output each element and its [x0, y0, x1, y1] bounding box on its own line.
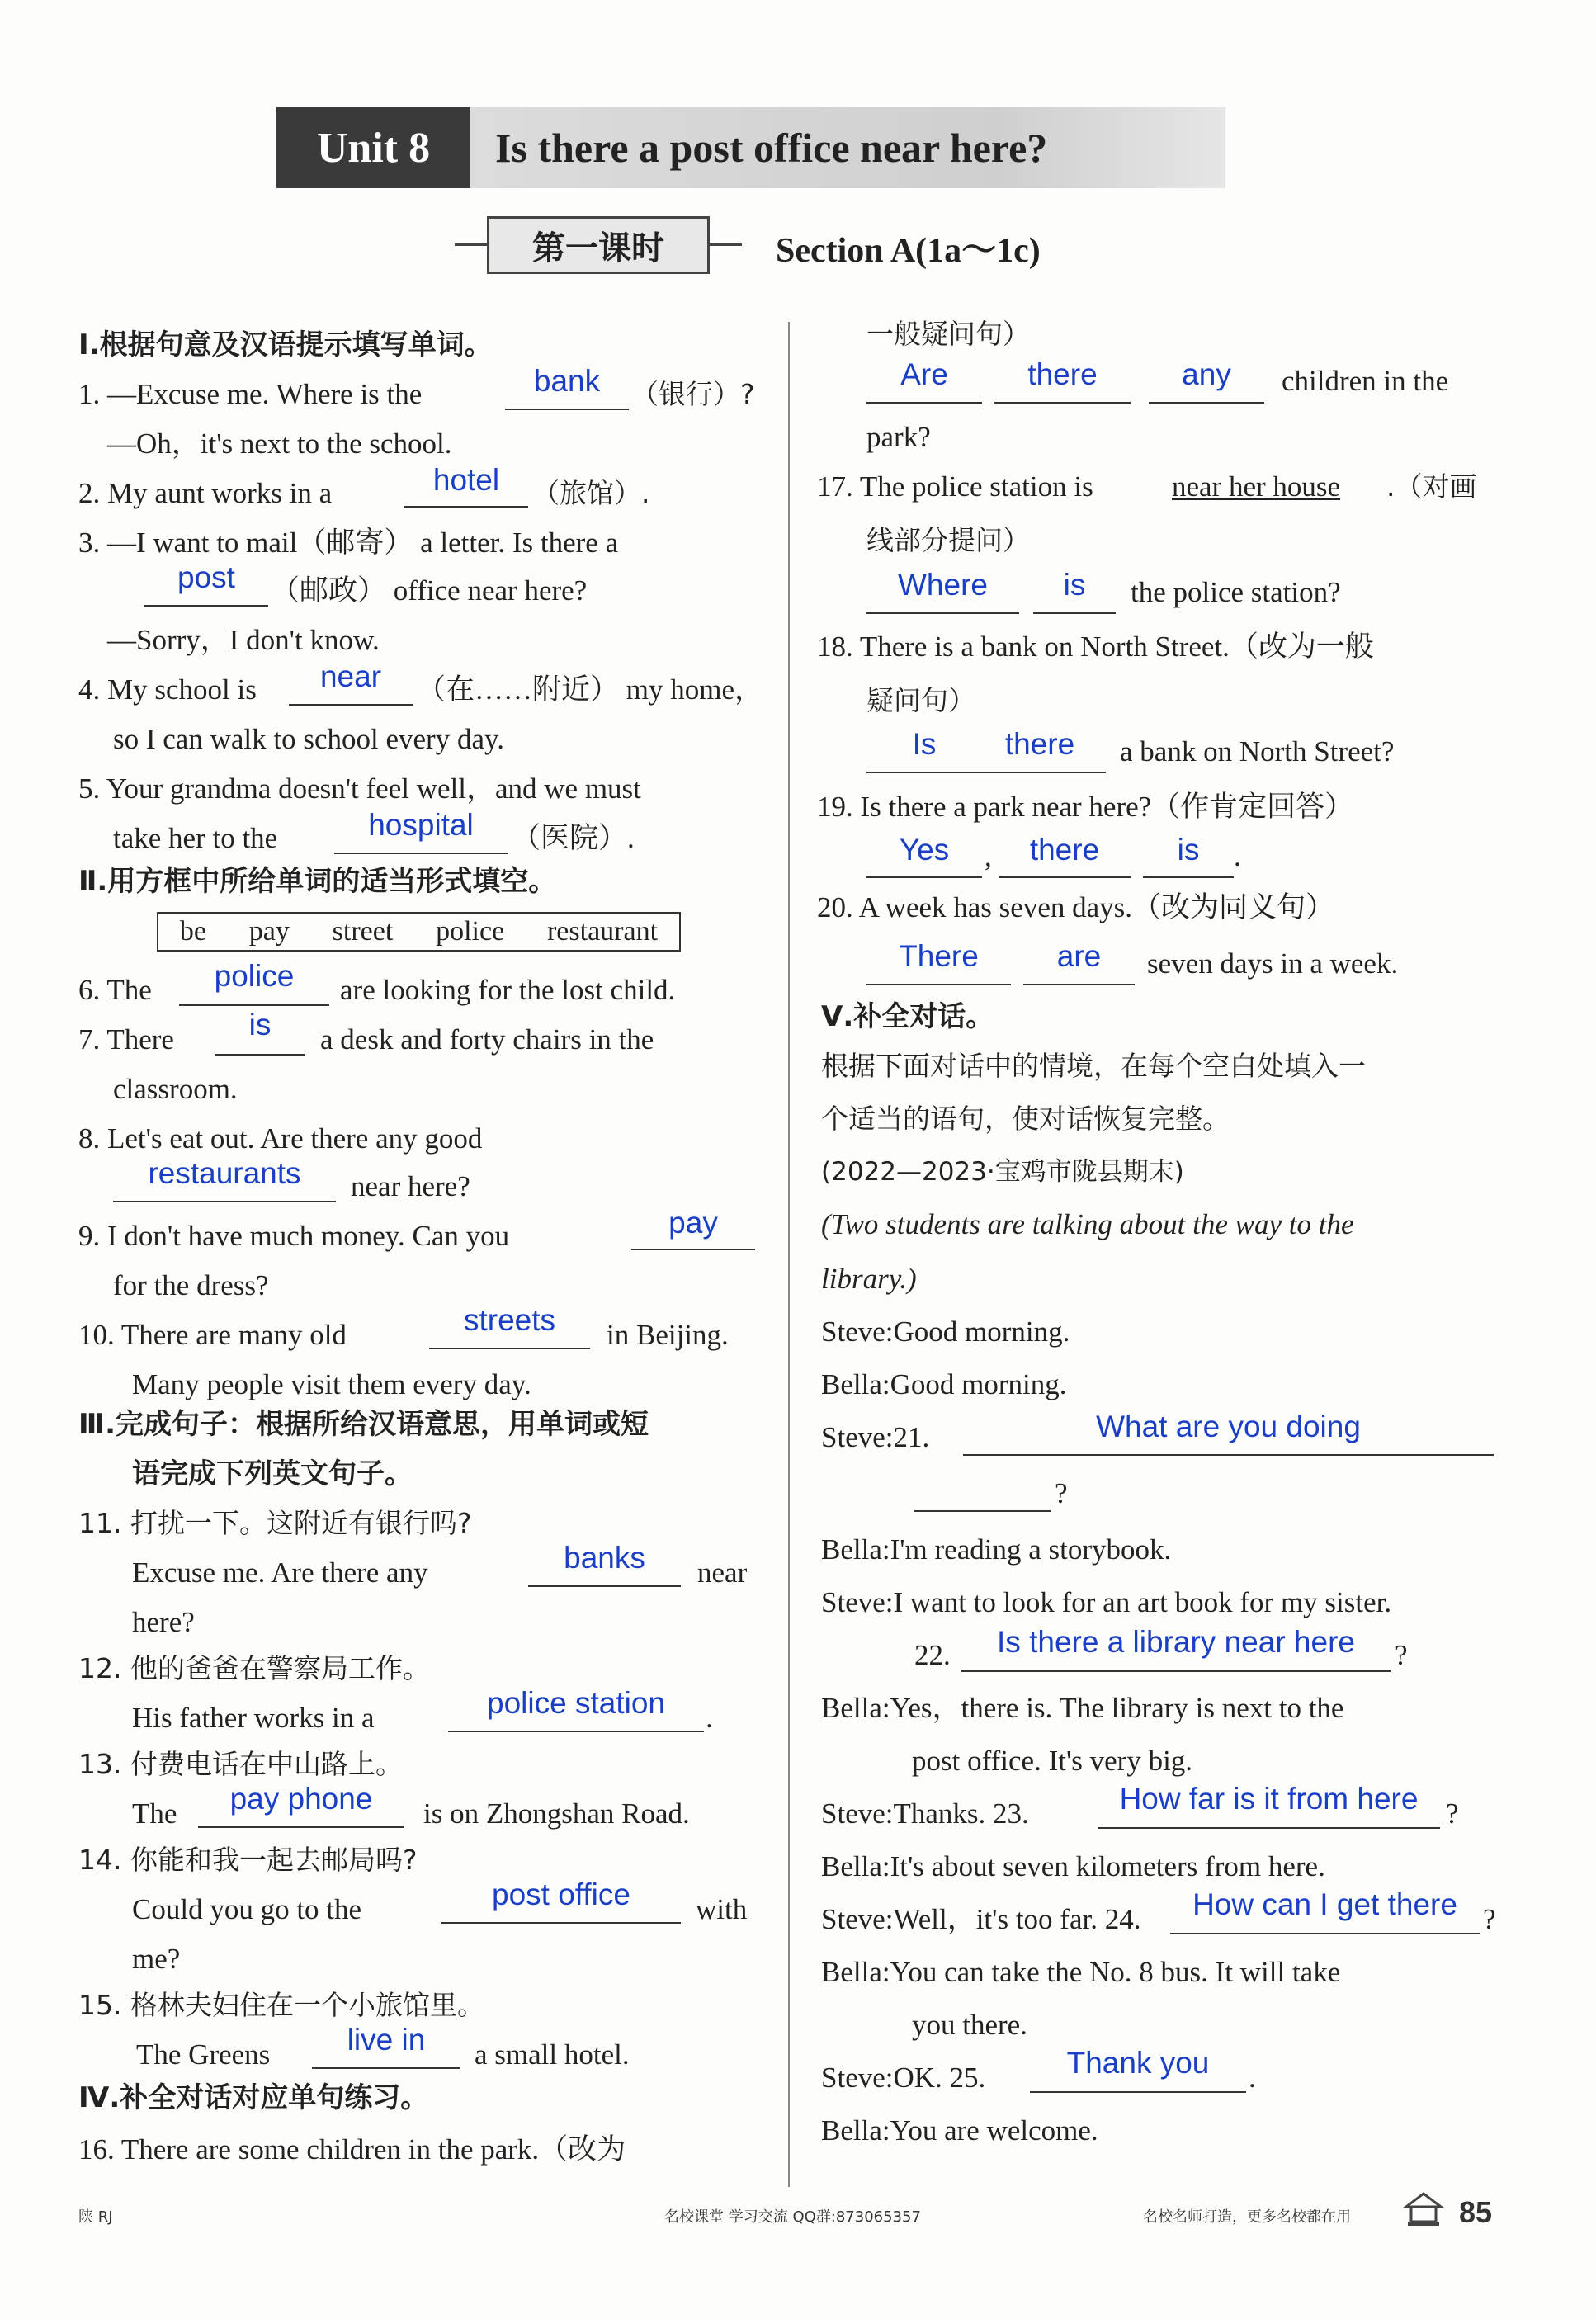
- answer-blank: [963, 1454, 1494, 1456]
- section-2-heading: Ⅱ.用方框中所给单词的适当形式填空。: [78, 865, 557, 898]
- answer-24: How can I get there: [1192, 1887, 1457, 1921]
- question-7-cont: a desk and forty chairs in the: [320, 1023, 654, 1056]
- question-11: 11. 打扰一下。这附近有银行吗?: [78, 1507, 472, 1539]
- answer-blank: [404, 506, 528, 508]
- answer-blank: [994, 402, 1131, 404]
- dialogue-line: Steve:21.: [821, 1421, 930, 1453]
- answer-blank: [1030, 2091, 1246, 2093]
- word-box: [157, 912, 681, 952]
- word-box-item: pay: [248, 916, 290, 947]
- answer-17-2: is: [1063, 568, 1086, 602]
- answer-blank: [312, 2067, 460, 2069]
- question-17-hint2: 线部分提问）: [866, 524, 1030, 556]
- answer-15: live in: [347, 2023, 426, 2057]
- question-16-end: park?: [866, 421, 931, 453]
- word-box-item: police: [436, 916, 505, 947]
- answer-18-2: there: [1004, 727, 1075, 761]
- question-6: 6. The: [78, 974, 152, 1006]
- question-6-cont: are looking for the lost child.: [340, 974, 676, 1006]
- answer-23: How far is it from here: [1119, 1782, 1419, 1816]
- section-4-heading: Ⅳ.补全对话对应单句练习。: [78, 2081, 429, 2114]
- question-19-comma: ,: [985, 840, 992, 872]
- question-17-underlined: near her house: [1172, 470, 1341, 503]
- dialogue-punct: .: [1249, 2062, 1256, 2094]
- question-8: 8. Let's eat out. Are there any good: [78, 1122, 483, 1155]
- answer-blank: [215, 1054, 305, 1056]
- answer-20-1: There: [899, 939, 979, 973]
- dialogue-number: 22.: [914, 1639, 951, 1671]
- question-8-cont: near here?: [351, 1170, 470, 1202]
- answer-8: restaurants: [148, 1156, 301, 1190]
- dialogue-punct: ?: [1055, 1477, 1068, 1509]
- question-13: 13. 付费电话在中山路上。: [78, 1748, 403, 1780]
- answer-blank: [179, 1004, 329, 1006]
- answer-17-1: Where: [898, 568, 988, 602]
- lesson-heading: [454, 216, 1131, 281]
- dialogue-line: Bella:You are welcome.: [821, 2114, 1098, 2147]
- question-17: 17. The police station is: [817, 470, 1093, 503]
- unit-label: Unit 8: [276, 107, 470, 188]
- section-3-heading-cont: 语完成下列英文句子。: [132, 1457, 413, 1490]
- question-16: 16. There are some children in the park.（改为: [78, 2133, 626, 2166]
- answer-blank: [528, 1585, 681, 1587]
- answer-blank: [631, 1249, 755, 1250]
- question-14-cont2: me?: [132, 1943, 181, 1975]
- question-14-en: Could you go to the: [132, 1893, 362, 1925]
- dialogue-line: Steve:Well，it's too far. 24.: [821, 1903, 1141, 1935]
- answer-13: pay phone: [229, 1782, 373, 1816]
- question-9-cont: for the dress?: [113, 1269, 269, 1301]
- question-10-cont: in Beijing.: [607, 1319, 729, 1351]
- question-5-hint: （医院）.: [512, 822, 635, 854]
- answer-blank: [1143, 876, 1234, 878]
- answer-blank: [441, 1922, 681, 1924]
- dialogue-line: Bella:Good morning.: [821, 1368, 1067, 1400]
- answer-6: police: [214, 959, 295, 993]
- dialogue-line: Bella:It's about seven kilometers from here.: [821, 1850, 1325, 1882]
- answer-blank: [866, 772, 982, 773]
- question-4: 4. My school is: [78, 673, 257, 706]
- question-5: 5. Your grandma doesn't feel well，and we must: [78, 772, 641, 805]
- answer-16-2: there: [1027, 357, 1098, 391]
- dialogue-line: Bella:You can take the No. 8 bus. It will take: [821, 1956, 1341, 1988]
- answer-blank: [448, 1731, 704, 1732]
- question-19: 19. Is there a park near here?（作肯定回答）: [817, 791, 1354, 823]
- section-5-instruction: 根据下面对话中的情境，在每个空白处填入一: [821, 1050, 1366, 1082]
- unit-banner: [276, 107, 1225, 188]
- answer-14: post office: [492, 1877, 630, 1911]
- dialogue-punct: ?: [1446, 1797, 1459, 1830]
- question-11-en: Excuse me. Are there any: [132, 1556, 428, 1589]
- word-box-item: restaurant: [546, 916, 659, 947]
- section-5-heading: Ⅴ.补全对话。: [821, 1000, 994, 1033]
- question-15-en: The Greens: [136, 2038, 271, 2071]
- question-7: 7. There: [78, 1023, 174, 1056]
- answer-16-3: any: [1182, 357, 1231, 391]
- question-1: 1. —Excuse me. Where is the: [78, 378, 423, 410]
- answer-blank: [914, 1510, 1051, 1512]
- footer-slogan: 名校名师打造，更多名校都在用: [1143, 2208, 1351, 2226]
- answer-22: Is there a library near here: [997, 1625, 1355, 1659]
- dialogue-line-cont: post office. It's very big.: [912, 1745, 1193, 1777]
- answer-blank: [334, 853, 508, 854]
- answer-blank: [866, 984, 1011, 985]
- question-18-hint: 疑问句）: [866, 684, 975, 716]
- word-box-item: street: [332, 916, 394, 947]
- answer-1: bank: [533, 364, 601, 398]
- column-divider: [788, 322, 790, 2187]
- answer-blank: [1149, 402, 1264, 404]
- question-9: 9. I don't have much money. Can you: [78, 1220, 510, 1252]
- question-4-hint: （在……附近） my home，: [417, 673, 763, 706]
- question-15-cont: a small hotel.: [475, 2038, 630, 2071]
- dialogue-line: Steve:Thanks. 23.: [821, 1797, 1029, 1830]
- question-15: 15. 格林夫妇住在一个小旅馆里。: [78, 1989, 484, 2021]
- lesson-tag: 第一课时: [487, 216, 710, 274]
- section-3-heading: Ⅲ.完成句子：根据所给汉语意思，用单词或短: [78, 1408, 649, 1441]
- answer-10: streets: [463, 1303, 556, 1337]
- answer-12: police station: [487, 1686, 665, 1720]
- answer-blank: [866, 402, 982, 404]
- question-17-hint: .（对画: [1386, 470, 1477, 503]
- answer-blank: [113, 1201, 336, 1202]
- question-10: 10. There are many old: [78, 1319, 347, 1351]
- question-5-cont: take her to the: [113, 822, 278, 854]
- dialogue-context-cont: library.): [821, 1263, 917, 1295]
- answer-blank: [961, 1670, 1391, 1672]
- answer-19-2: there: [1029, 833, 1100, 867]
- answer-blank: [866, 612, 1019, 614]
- dialogue-line: Steve:I want to look for an art book for my sister.: [821, 1586, 1392, 1618]
- answer-3: post: [177, 560, 235, 594]
- footer-edition: 陕 RJ: [78, 2208, 113, 2226]
- section-5-instruction-cont: 个适当的语句，使对话恢复完整。: [821, 1103, 1230, 1135]
- question-19-end: .: [1234, 840, 1241, 872]
- dialogue-line-cont: you there.: [912, 2009, 1027, 2041]
- dialogue-line: Steve:OK. 25.: [821, 2062, 986, 2094]
- question-3-reply: —Sorry，I don't know.: [107, 624, 380, 656]
- answer-blank: [198, 1826, 404, 1828]
- dialogue-punct: ?: [1395, 1639, 1408, 1671]
- answer-blank: [866, 876, 982, 878]
- footer-center: 名校课堂 学习交流 QQ群:873065357: [664, 2208, 921, 2226]
- answer-blank: [1098, 1827, 1440, 1829]
- question-3-cont: （邮政） office near here?: [271, 574, 588, 607]
- answer-7: is: [248, 1008, 272, 1041]
- question-20-text: seven days in a week.: [1147, 947, 1399, 980]
- unit-title: Is there a post office near here?: [470, 107, 1225, 188]
- question-18: 18. There is a bank on North Street.（改为一般: [817, 631, 1374, 663]
- answer-20-2: are: [1056, 939, 1102, 973]
- answer-16-1: Are: [900, 357, 948, 391]
- answer-25: Thank you: [1066, 2046, 1210, 2080]
- answer-21: What are you doing: [1096, 1410, 1361, 1443]
- question-20: 20. A week has seven days.（改为同义句）: [817, 891, 1335, 923]
- question-7-cont2: classroom.: [113, 1073, 238, 1105]
- dialogue-line: Bella:I'm reading a storybook.: [821, 1533, 1172, 1566]
- publisher-logo-icon: [1403, 2189, 1444, 2228]
- section-label: Section A(1a～1c): [776, 232, 1041, 270]
- question-16-cont: 一般疑问句）: [866, 318, 1030, 350]
- question-14: 14. 你能和我一起去邮局吗?: [78, 1844, 418, 1876]
- dialogue-line: Steve:Good morning.: [821, 1315, 1070, 1348]
- answer-19-1: Yes: [899, 833, 950, 867]
- question-10-cont2: Many people visit them every day.: [132, 1368, 531, 1400]
- answer-blank: [1033, 612, 1116, 614]
- dialogue-punct: ?: [1483, 1903, 1496, 1935]
- answer-blank: [429, 1348, 590, 1349]
- section-1-heading: Ⅰ.根据句意及汉语提示填写单词。: [78, 328, 493, 361]
- question-1-hint: （银行）?: [631, 378, 755, 410]
- answer-19-3: is: [1177, 833, 1200, 867]
- section-5-source: (2022—2023·宝鸡市陇县期末): [821, 1157, 1184, 1187]
- dialogue-context: (Two students are talking about the way to the: [821, 1208, 1354, 1240]
- answer-blank: [1023, 984, 1135, 985]
- answer-4: near: [319, 659, 382, 693]
- question-3: 3. —I want to mail（邮寄） a letter. Is there a: [78, 527, 619, 559]
- question-2-hint: （旅馆）.: [532, 477, 650, 509]
- answer-blank: [974, 772, 1106, 773]
- question-1-reply: —Oh，it's next to the school.: [107, 427, 452, 460]
- question-12-end: .: [706, 1702, 713, 1734]
- answer-18-1: Is: [912, 727, 937, 761]
- answer-blank: [144, 605, 268, 607]
- question-13-en: The: [132, 1797, 177, 1830]
- answer-blank: [999, 876, 1131, 878]
- page-number: 85: [1459, 2195, 1493, 2229]
- question-17-text: the police station?: [1131, 576, 1341, 608]
- answer-blank: [1170, 1933, 1480, 1934]
- answer-5: hospital: [368, 808, 474, 842]
- answer-blank: [505, 409, 629, 410]
- question-18-text: a bank on North Street?: [1120, 735, 1395, 767]
- question-2: 2. My aunt works in a: [78, 477, 333, 509]
- answer-9: pay: [668, 1206, 718, 1240]
- question-14-cont: with: [696, 1893, 748, 1925]
- question-11-cont: near: [697, 1556, 748, 1589]
- question-4-cont: so I can walk to school every day.: [113, 723, 504, 755]
- question-12-en: His father works in a: [132, 1702, 375, 1734]
- question-11-cont2: here?: [132, 1606, 195, 1638]
- answer-11: banks: [564, 1541, 645, 1575]
- word-box-item: be: [179, 916, 206, 947]
- answer-blank: [289, 704, 413, 706]
- question-16-text: children in the: [1282, 365, 1449, 397]
- question-12: 12. 他的爸爸在警察局工作。: [78, 1652, 430, 1684]
- answer-2: hotel: [432, 463, 500, 497]
- question-13-cont: is on Zhongshan Road.: [423, 1797, 690, 1830]
- dialogue-line: Bella:Yes，there is. The library is next to the: [821, 1692, 1344, 1724]
